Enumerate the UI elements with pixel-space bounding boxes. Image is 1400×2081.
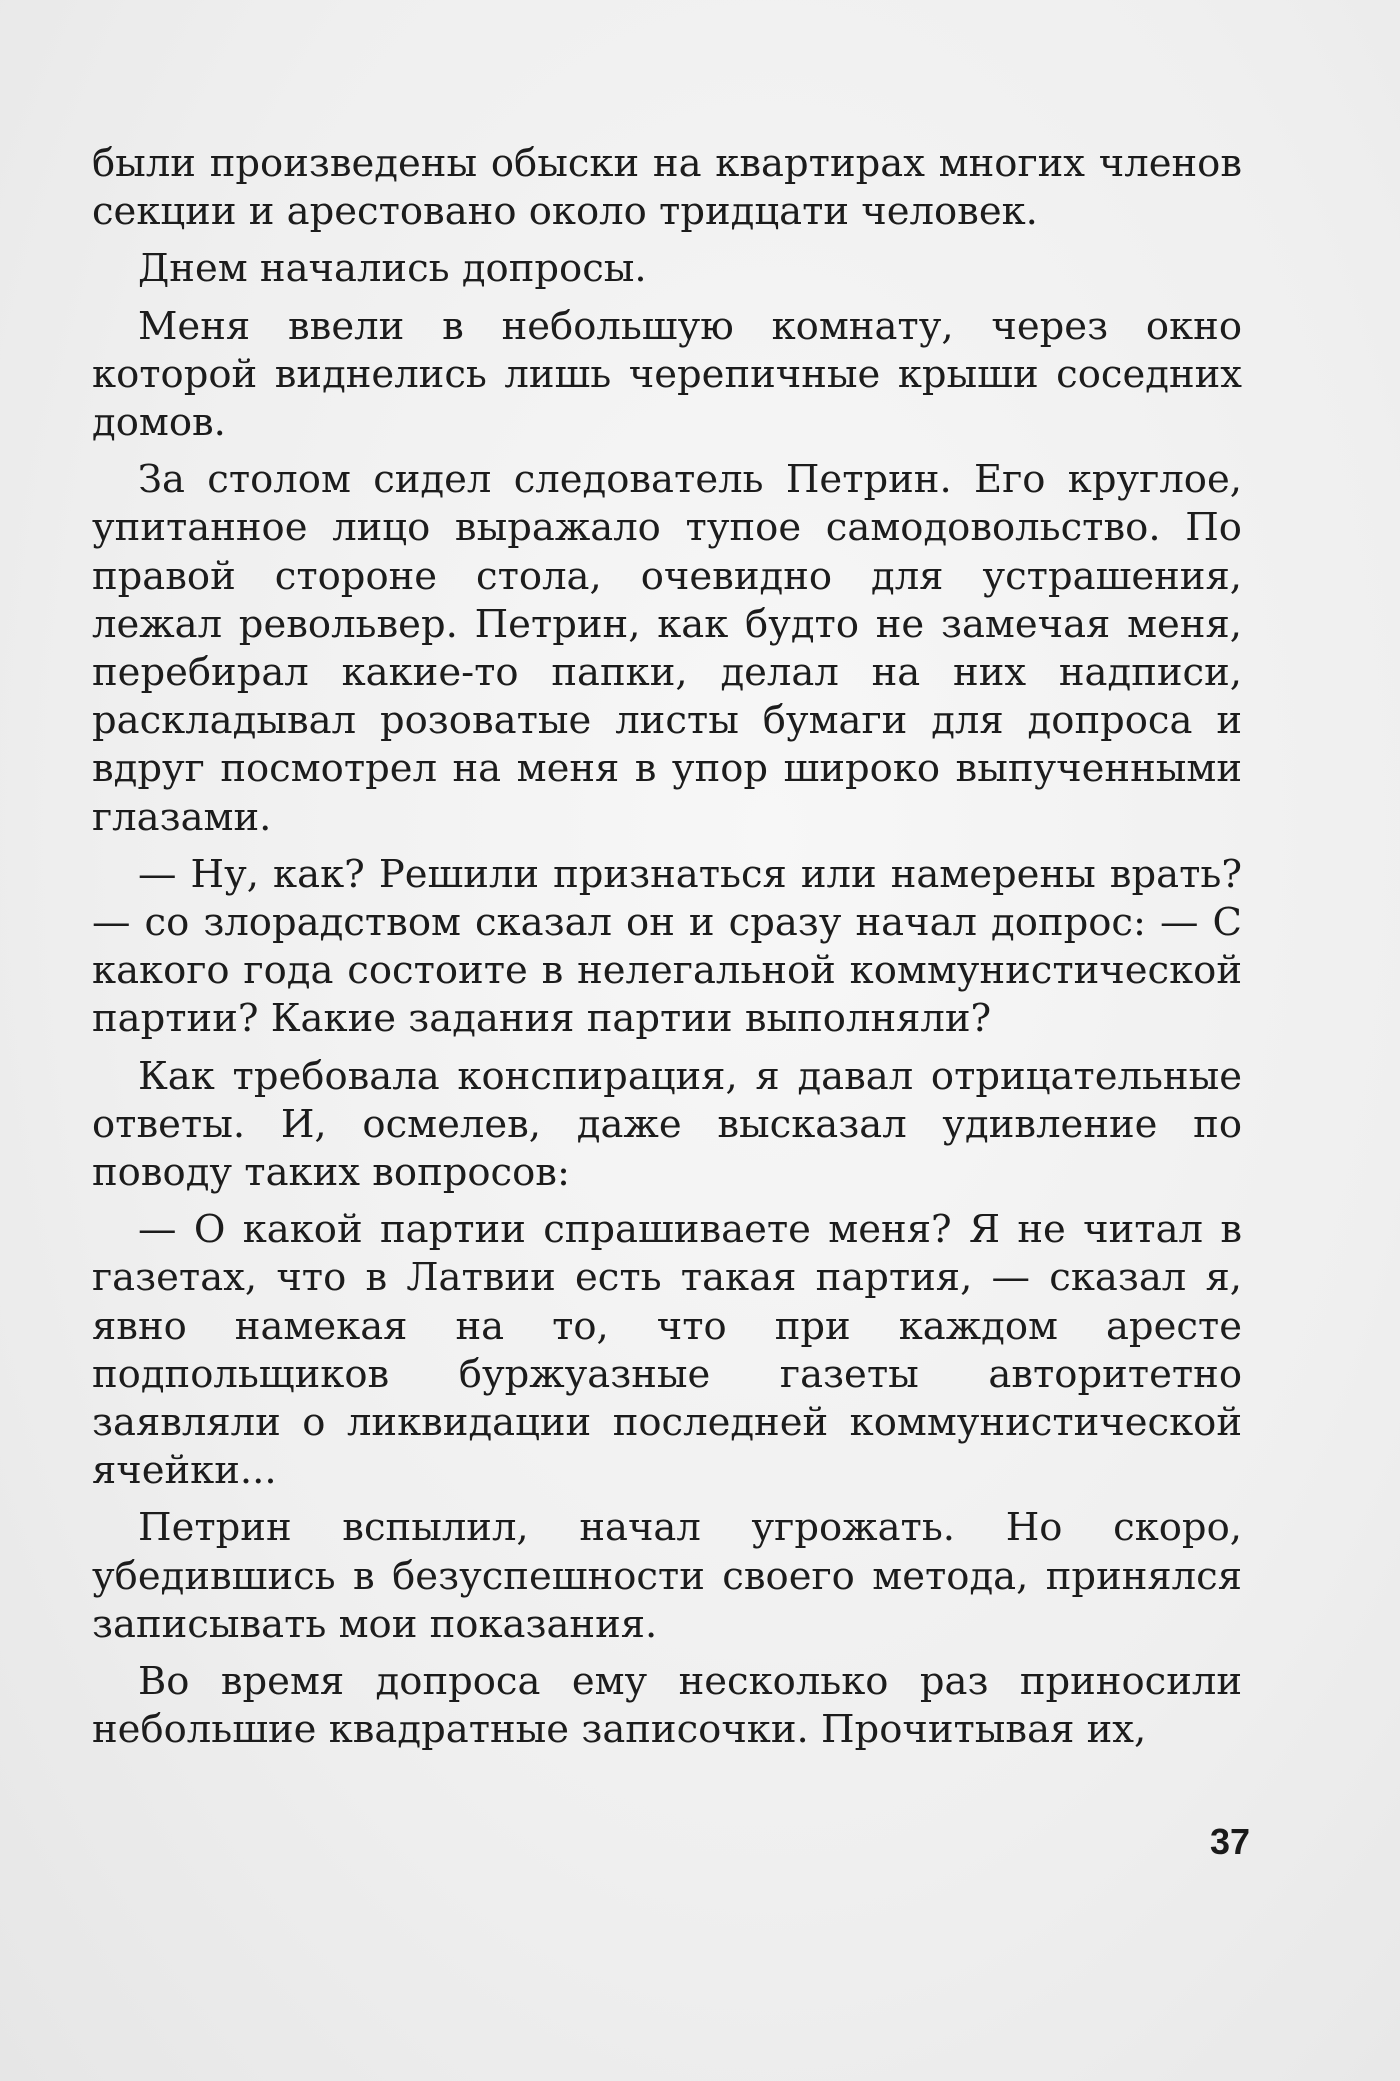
paragraph: — Ну, как? Решили признаться или намерены врать? — со злорадством сказал он и сразу начал допрос: — С какого года состоите в нелегальной коммунистической партии? Какие задания партии выполняли?	[92, 851, 1242, 1042]
paragraph: Как требовала конспирация, я давал отрицательные ответы. И, осмелев, даже высказал удивление по поводу таких вопросов:	[92, 1053, 1242, 1196]
page-number: 37	[1209, 1821, 1250, 1862]
paragraph: Меня ввели в небольшую комнату, через окно которой виднелись лишь черепичные крыши соседних домов.	[92, 303, 1242, 446]
paragraph: Во время допроса ему несколько раз приносили небольшие квадратные записочки. Прочитывая их,	[92, 1659, 1242, 1753]
paragraph: Петрин вспылил, начал угрожать. Но скоро, убедившись в безуспешности своего метода, принялся записывать мои показания.	[92, 1505, 1242, 1647]
paragraph: Днем начались допросы.	[138, 246, 647, 292]
paragraph: были произведены обыски на квартирах многих членов секции и арестовано около тридцати человек.	[92, 141, 1242, 235]
paragraph: — О какой партии спрашиваете меня? Я не читал в газетах, что в Латвии есть такая партия, — сказал я, явно намекая на то, что при каждом аресте подпольщиков буржуазные газеты авторитетно заявляли о ликвидации последней коммунистической ячейки...	[92, 1207, 1242, 1494]
paragraph: За столом сидел следователь Петрин. Его круглое, упитанное лицо выражало тупое самодовольство. По правой стороне стола, очевидно для устрашения, лежал револьвер. Петрин, как будто не замечая меня, перебирал какие-то папки, делал на них надписи, раскладывал розоватые листы бумаги для допроса и вдруг посмотрел на меня в упор широко выпученными глазами.	[92, 457, 1242, 840]
body-text	[92, 140, 1242, 1755]
